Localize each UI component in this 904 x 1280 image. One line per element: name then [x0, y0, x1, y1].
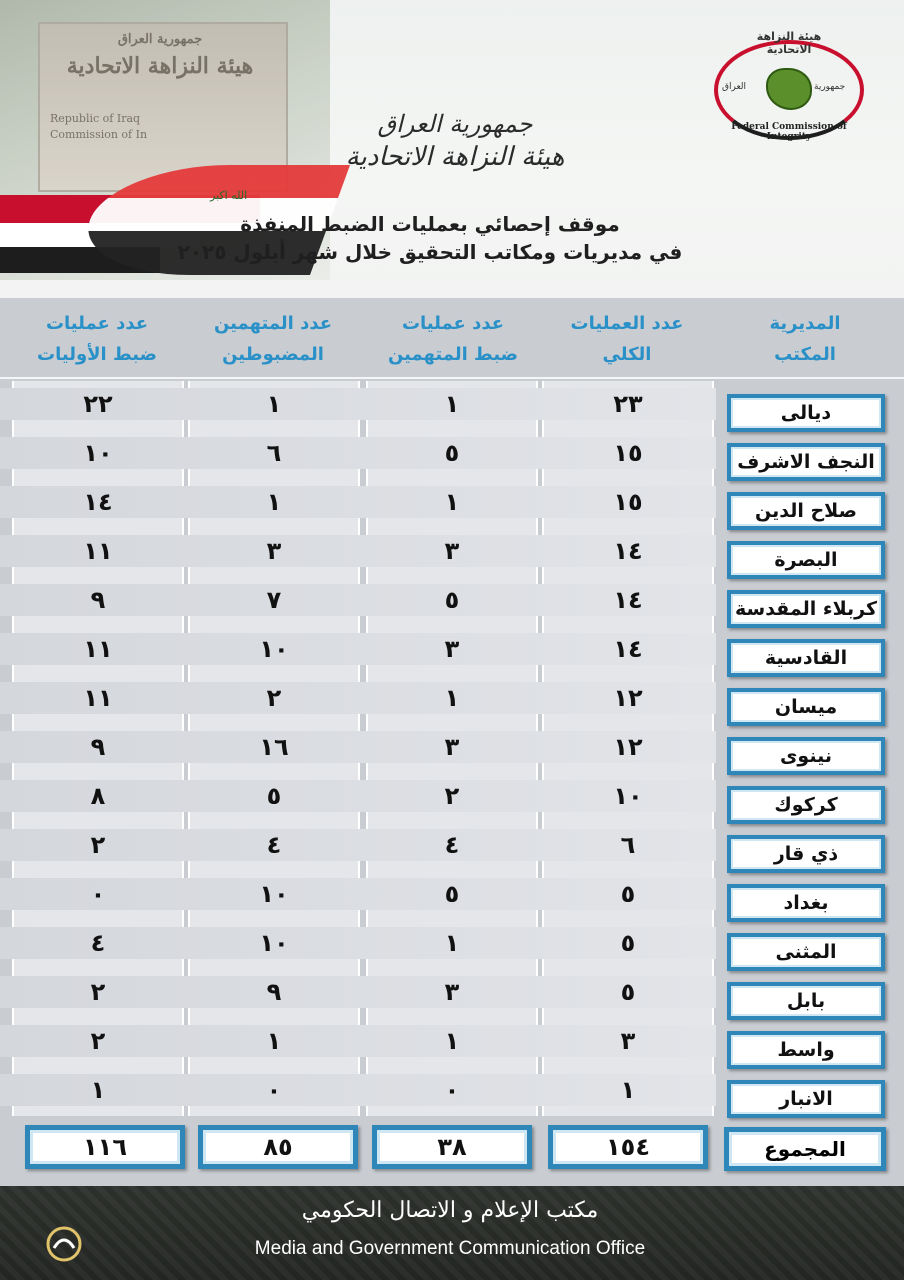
cell-prelim: ٢ [90, 831, 106, 859]
table-row [0, 535, 904, 584]
cell-prelim: ١١ [83, 635, 113, 663]
cell-total: ٥ [620, 978, 636, 1006]
cell-directorate-name: واسط [727, 1031, 885, 1069]
footer-office-en: Media and Government Communication Office [254, 1238, 646, 1259]
col-header-total-l1: عدد العمليات [570, 313, 684, 334]
cell-total: ١٥ [613, 488, 643, 516]
cell-accused: ١ [266, 390, 282, 418]
table-row [0, 486, 904, 535]
cell-accused-ops: ١ [444, 929, 460, 957]
cell-accused: ٣ [266, 537, 282, 565]
cell-directorate-name: نينوى [727, 737, 885, 775]
col-header-total [542, 308, 712, 370]
building-sign-ar: هيئة النزاهة الاتحادية [66, 52, 254, 79]
table-row [0, 1025, 904, 1074]
table-row [0, 829, 904, 878]
cell-total: ١٠ [613, 782, 643, 810]
logo-title-ar: هيئة النزاهة الاتحادية [756, 30, 822, 56]
cell-total: ١٤ [613, 635, 643, 663]
cell-directorate-name: النجف الاشرف [727, 443, 885, 481]
total-prelim: ١١٦ [25, 1125, 185, 1169]
col-header-accused-ops-l2: ضبط المتهمين [387, 344, 519, 365]
cell-directorate-name: ميسان [727, 688, 885, 726]
cell-prelim: ٢ [90, 978, 106, 1006]
building-sign-en-1: Republic of Iraq [50, 111, 141, 125]
cell-accused: ١٠ [259, 635, 289, 663]
total-accused-ops: ٣٨ [372, 1125, 532, 1169]
cell-accused: ٧ [266, 586, 282, 614]
cell-directorate-name: ديالى [727, 394, 885, 432]
cell-prelim: ١ [90, 1076, 106, 1104]
footer [0, 1186, 904, 1280]
cell-prelim: ٢ [90, 1027, 106, 1055]
cell-prelim: ٩ [90, 586, 106, 614]
table-row [0, 388, 904, 437]
cell-total: ١٢ [613, 733, 643, 761]
col-header-name-l2: المكتب [774, 344, 836, 365]
calligraphy-heading [330, 110, 580, 172]
total-total: ١٥٤ [548, 1125, 708, 1169]
calligraphy-line-1: جمهورية العراق [377, 110, 533, 138]
cell-accused-ops: ٢ [444, 782, 460, 810]
cell-accused-ops: ٠ [444, 1076, 460, 1104]
cell-accused: ٩ [266, 978, 282, 1006]
cell-accused-ops: ٤ [444, 831, 460, 859]
cell-prelim: ٤ [90, 929, 106, 957]
cell-total: ١ [620, 1076, 636, 1104]
col-header-name [720, 308, 890, 370]
cell-prelim: ٨ [90, 782, 106, 810]
cell-directorate-name: المثنى [727, 933, 885, 971]
cell-accused: ١ [266, 1027, 282, 1055]
table-row [0, 437, 904, 486]
col-header-total-l2: الكلي [602, 344, 652, 365]
logo-text-right: جمهورية [814, 82, 846, 92]
table-row [0, 682, 904, 731]
table-row [0, 927, 904, 976]
cell-total: ١٥ [613, 439, 643, 467]
col-header-prelim-l1: عدد عمليات [45, 313, 149, 334]
table-row [0, 1074, 904, 1123]
cell-directorate-name: كربلاء المقدسة [727, 590, 885, 628]
cell-accused-ops: ١ [444, 684, 460, 712]
cell-directorate-name: بغداد [727, 884, 885, 922]
calligraphy-line-2: هيئة النزاهة الاتحادية [345, 142, 565, 172]
cell-total: ٥ [620, 880, 636, 908]
cell-accused-ops: ٣ [444, 978, 460, 1006]
cell-prelim: ٢٢ [83, 390, 113, 418]
logo-text-left: العراق [722, 82, 747, 92]
cell-accused-ops: ٣ [444, 635, 460, 663]
cell-prelim: ١١ [83, 537, 113, 565]
logo-title-en: Federal Commission of Integrity [731, 122, 847, 142]
cell-accused: ٠ [266, 1076, 282, 1104]
cell-total: ٥ [620, 929, 636, 957]
flag-text: الله اكبر [210, 189, 248, 202]
table-row [0, 878, 904, 927]
header-divider [0, 377, 904, 379]
cell-accused-ops: ٣ [444, 733, 460, 761]
building-sign-text [50, 30, 270, 144]
cell-accused-ops: ٥ [444, 880, 460, 908]
cell-accused-ops: ١ [444, 1027, 460, 1055]
cell-total: ١٤ [613, 537, 643, 565]
cell-total: ٦ [620, 831, 636, 859]
total-accused: ٨٥ [198, 1125, 358, 1169]
cell-directorate-name: البصرة [727, 541, 885, 579]
table-row [0, 584, 904, 633]
col-header-prelim-l2: ضبط الأوليات [37, 344, 157, 365]
col-header-accused [188, 308, 358, 370]
cell-accused: ٦ [266, 439, 282, 467]
cell-accused: ١ [266, 488, 282, 516]
cell-total: ١٤ [613, 586, 643, 614]
col-header-prelim [12, 308, 182, 370]
cell-prelim: ١١ [83, 684, 113, 712]
cell-directorate-name: بابل [727, 982, 885, 1020]
cell-accused: ٤ [266, 831, 282, 859]
col-header-accused-ops [368, 308, 538, 370]
cell-prelim: ١٠ [83, 439, 113, 467]
cell-accused: ١٠ [259, 880, 289, 908]
cell-accused-ops: ١ [444, 390, 460, 418]
office-logo-icon [44, 1224, 84, 1264]
cell-prelim: ١٤ [83, 488, 113, 516]
title-line-2: في مديريات ومكاتب التحقيق خلال شهر أيلول ٢٠٢٥ [177, 240, 683, 264]
col-header-accused-ops-l1: عدد عمليات [401, 313, 505, 334]
cell-directorate-name: القادسية [727, 639, 885, 677]
table-row [0, 633, 904, 682]
table-row [0, 976, 904, 1025]
building-sign-ar-top: جمهورية العراق [117, 32, 203, 47]
cell-total: ١٢ [613, 684, 643, 712]
cell-total: ٢٣ [613, 390, 643, 418]
cell-accused-ops: ٣ [444, 537, 460, 565]
col-header-name-l1: المديرية [769, 313, 841, 334]
page-title [150, 212, 710, 264]
cell-total: ٣ [620, 1027, 636, 1055]
cell-accused: ٥ [266, 782, 282, 810]
col-header-accused-l2: المضبوطين [222, 344, 324, 365]
commission-logo [704, 30, 872, 150]
cell-accused-ops: ١ [444, 488, 460, 516]
cell-accused-ops: ٥ [444, 439, 460, 467]
title-line-1: موقف إحصائي بعمليات الضبط المنفذة [240, 212, 620, 236]
header-banner [0, 0, 904, 298]
building-sign-en-2: Commission of In [50, 128, 148, 141]
footer-office-ar: مكتب الإعلام و الاتصال الحكومي [301, 1198, 599, 1223]
table-row [0, 731, 904, 780]
cell-prelim: ٩ [90, 733, 106, 761]
totals-label: المجموع [724, 1127, 886, 1171]
cell-accused: ١٠ [259, 929, 289, 957]
totals-row [0, 1125, 904, 1175]
cell-prelim: ٠ [90, 880, 106, 908]
table-row [0, 780, 904, 829]
cell-directorate-name: ذي قار [727, 835, 885, 873]
cell-directorate-name: الانبار [727, 1080, 885, 1118]
cell-directorate-name: كركوك [727, 786, 885, 824]
cell-accused: ٢ [266, 684, 282, 712]
col-header-accused-l1: عدد المتهمين [213, 313, 333, 334]
cell-directorate-name: صلاح الدين [727, 492, 885, 530]
cell-accused: ١٦ [259, 733, 289, 761]
cell-accused-ops: ٥ [444, 586, 460, 614]
